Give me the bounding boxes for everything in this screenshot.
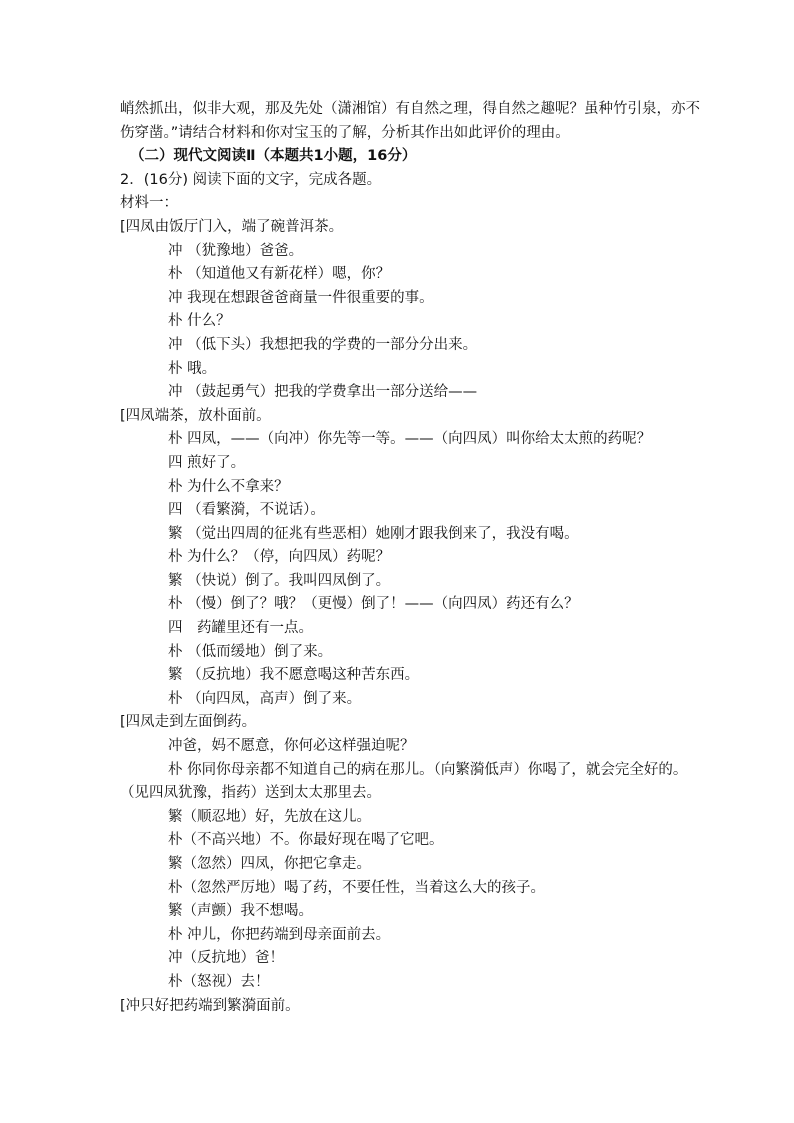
material-label: 材料一： [120,195,178,212]
dialogue-continuation: （见四凤犹豫，指药）送到太太那里去。 [120,785,381,802]
dialogue-line: 朴 为什么不拿来？ [168,478,289,495]
dialogue-line: 繁 （觉出四周的征兆有些恶相）她刚才跟我倒来了，我没有喝。 [168,525,579,542]
dialogue-line: 朴 （慢）倒了？哦？（更慢）倒了！——（向四凤）药还有么？ [168,596,579,613]
dialogue-line: 四 （看繁漪，不说话）。 [168,502,325,519]
stage-direction: [四凤由饭厅门入，端了碗普洱茶。 [120,218,344,235]
dialogue-line: 冲（反抗地）爸！ [168,950,284,967]
section-heading: （二）现代文阅读Ⅱ（本题共1小题，16分） [130,148,417,165]
dialogue-line: 朴 （知道他又有新花样）嗯，你？ [168,266,391,283]
dialogue-line: 冲 （低下头）我想把我的学费的一部分分出来。 [168,336,478,353]
dialogue-line: 繁 （反抗地）我不愿意喝这种苦东西。 [168,667,420,684]
document-body [120,98,700,1018]
dialogue-line: 朴 为什么？（停，向四凤）药呢？ [168,549,391,566]
intro-line-1: 峭然抓出，似非大观，那及先处（潇湘馆）有自然之理，得自然之趣呢？虽种竹引泉，亦不 [120,101,700,117]
dialogue-line: 朴（怒视）去！ [168,973,270,990]
dialogue-line: 繁（顺忍地）好，先放在这儿。 [168,808,371,825]
stage-direction: [冲只好把药端到繁漪面前。 [120,997,300,1014]
dialogue-line: 朴（不高兴地）不。你最好现在喝了它吧。 [168,832,444,849]
dialogue-line: 四 煎好了。 [168,454,246,471]
dialogue-line: 繁（忽然）四凤，你把它拿走。 [168,856,371,872]
dialogue-line: 朴 你同你母亲都不知道自己的病在那儿。（向繁漪低声）你喝了，就会完全好的。 [168,761,688,778]
question-line: 2．(16分) 阅读下面的文字，完成各题。 [120,171,382,188]
dialogue-line: 冲 （犹豫地）爸爸。 [168,242,304,259]
dialogue-line: 朴（忽然严厉地）喝了药，不要任性，当着这么大的孩子。 [168,879,545,896]
dialogue-line: 朴 四凤，——（向冲）你先等一等。——（向四凤）叫你给太太煎的药呢？ [168,431,652,448]
dialogue-line: 朴 （向四凤，高声）倒了来。 [168,690,362,707]
dialogue-line: 冲 我现在想跟爸爸商量一件很重要的事。 [168,289,434,306]
stage-direction: [四凤走到左面倒药。 [120,714,257,731]
dialogue-line: 朴 哦。 [168,360,217,377]
dialogue-line: 冲 （鼓起勇气）把我的学费拿出一部分送给—— [168,384,478,401]
dialogue-line: 四 药罐里还有一点。 [168,620,313,637]
dialogue-line: 冲爸，妈不愿意，你何必这样强迫呢？ [168,738,415,755]
intro-line-2: 伤穿凿。”请结合材料和你对宝玉的了解，分析其作出如此评价的理由。 [120,124,570,141]
dialogue-line: 朴 什么？ [168,313,231,330]
stage-direction: [四凤端茶，放朴面前。 [120,407,271,424]
dialogue-line: 繁 （快说）倒了。我叫四凤倒了。 [168,572,391,589]
dialogue-line: 朴 冲儿，你把药端到母亲面前去。 [168,926,391,943]
dialogue-line: 繁（声颤）我不想喝。 [168,903,313,920]
dialogue-line: 朴 （低而缓地）倒了来。 [168,643,333,660]
